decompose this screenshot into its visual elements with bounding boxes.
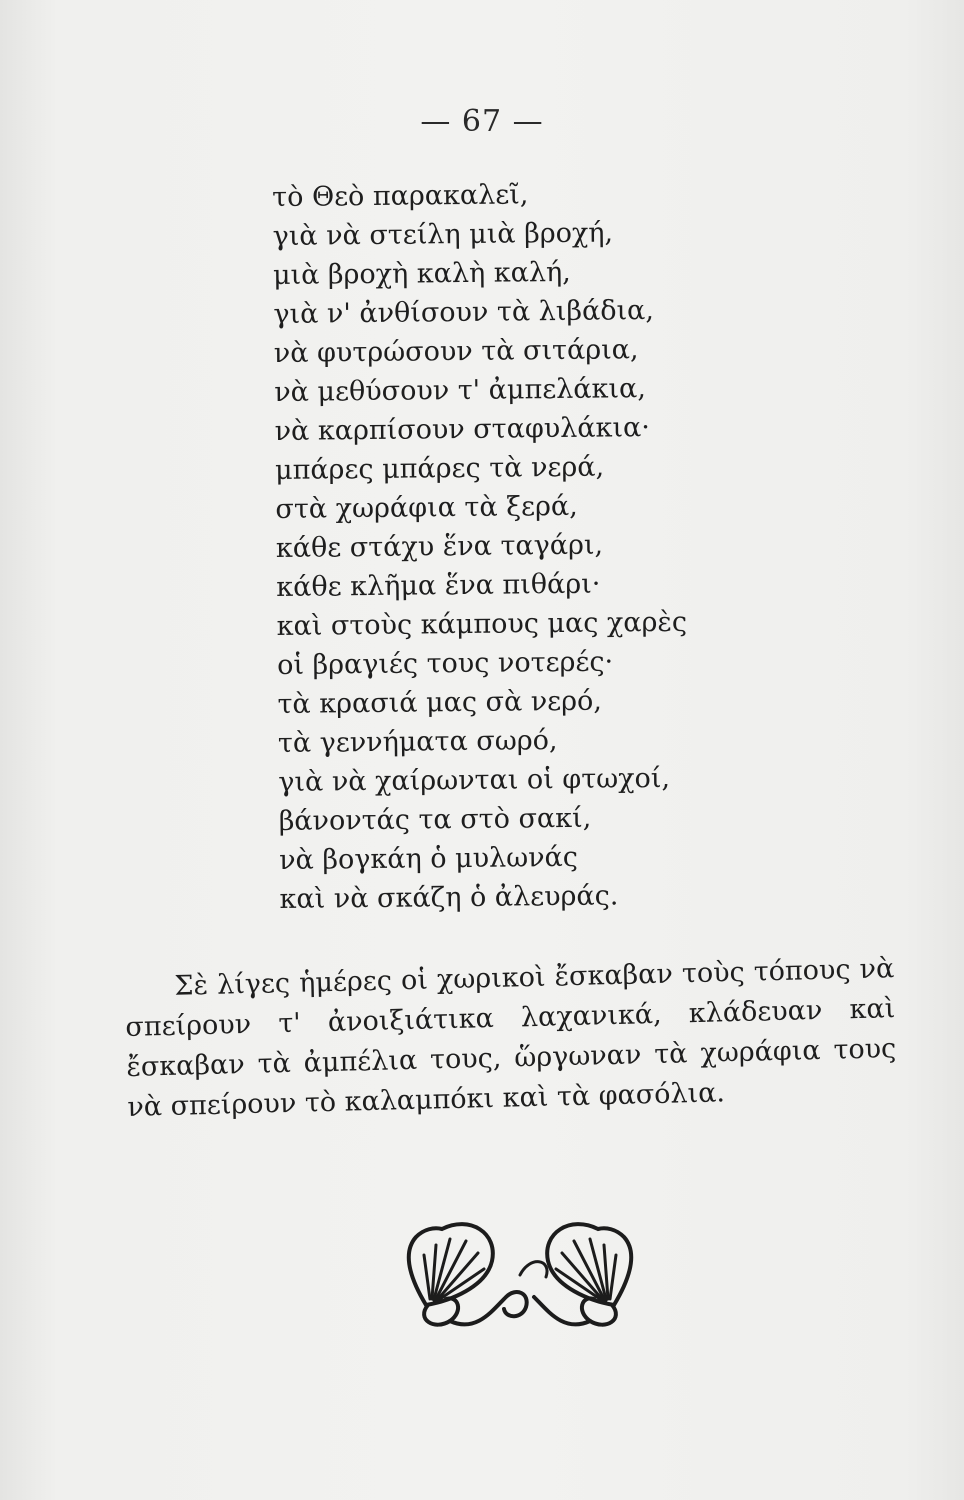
- verse-line: καὶ στοὺς κάμπους μας χαρὲς: [276, 606, 688, 642]
- shell-ornament-icon: [380, 1215, 660, 1335]
- prose-paragraph: Σὲ λίγες ἡμέρες οἱ χωρικοὶ ἔσκαβαν τοὺς τόπους νὰ σπείρουν τ' ἀνοιξιάτικα λαχανικά, κλάδευαν καὶ ἔσκαβαν τὰ ἀμπέλια τους, ὥργωναν τὰ χωράφια τους νὰ σπείρουν τὸ καλαμπόκι καὶ τὰ φασόλια.: [125, 953, 897, 1123]
- verse-line: γιὰ νὰ χαίρωνται οἱ φτωχοί,: [278, 762, 671, 798]
- verse-line: μπάρες μπάρες τὰ νερά,: [274, 451, 605, 486]
- verse-line: γιὰ ν' ἀνθίσουν τὰ λιβάδια,: [273, 295, 655, 330]
- verse-line: γιὰ νὰ στείλη μιὰ βροχή,: [272, 217, 614, 252]
- verse-line: βάνοντάς τα στὸ σακί,: [278, 802, 592, 837]
- verse-line: νὰ φυτρώσουν τὰ σιτάρια,: [273, 334, 639, 369]
- verse-block: [272, 174, 690, 919]
- verse-line: τὰ κρασιά μας σὰ νερό,: [277, 685, 603, 720]
- verse-line: τὰ γεννήματα σωρό,: [277, 725, 558, 759]
- verse-line: νὰ μεθύσουν τ' ἀμπελάκια,: [274, 373, 646, 408]
- verse-line: τὸ Θεὸ παρακαλεῖ,: [272, 179, 529, 213]
- verse-line: μιὰ βροχὴ καλὴ καλή,: [272, 256, 571, 291]
- page-number: — 67 —: [420, 104, 544, 139]
- verse-line: οἱ βραγιές τους νοτερές·: [276, 646, 614, 681]
- verse-line: κάθε κλῆμα ἕνα πιθάρι·: [276, 568, 601, 603]
- verse-line: καὶ νὰ σκάζη ὁ ἀλευράς.: [279, 880, 619, 915]
- verse-line: νὰ βογκάη ὁ μυλωνάς: [278, 841, 579, 876]
- verse-line: κάθε στάχυ ἕνα ταγάρι,: [275, 529, 604, 564]
- prose-block: [124, 949, 898, 1128]
- verse-line: νὰ καρπίσουν σταφυλάκια·: [274, 412, 650, 447]
- verse-line: στὰ χωράφια τὰ ξερά,: [275, 490, 578, 525]
